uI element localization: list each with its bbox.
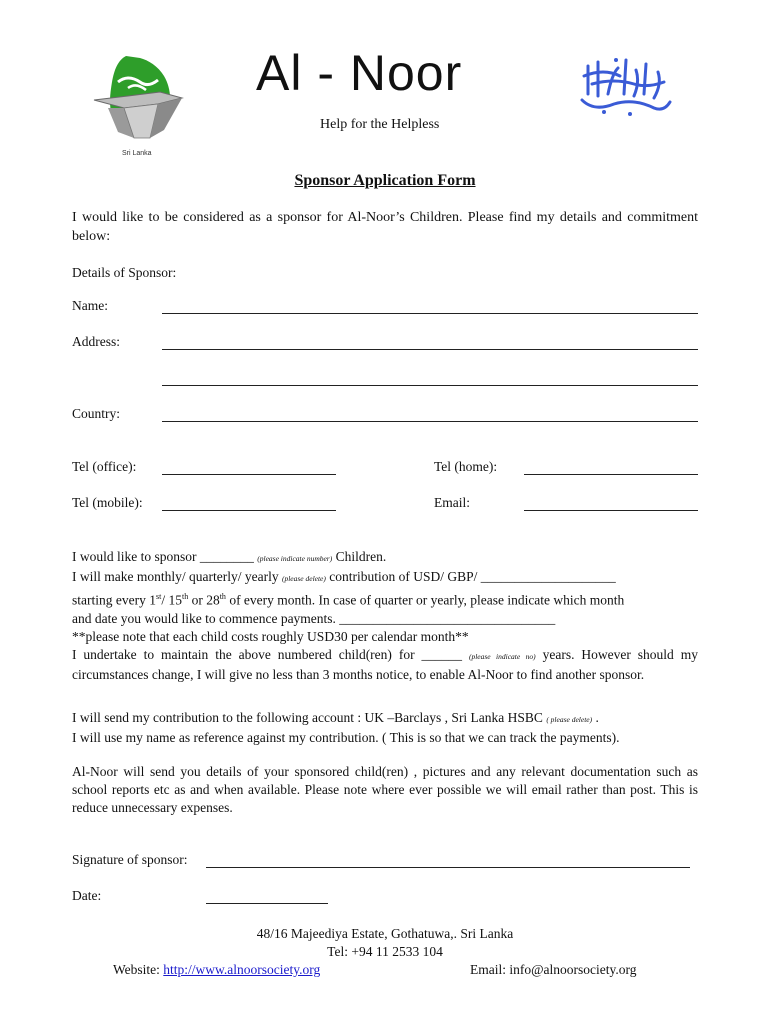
- signature-field[interactable]: [206, 867, 690, 868]
- commitment-line-1: I would like to sponsor ________ (please indicate number) Children.: [72, 549, 387, 564]
- details-label: Details of Sponsor:: [72, 265, 177, 280]
- tel-mobile-field[interactable]: [162, 510, 336, 511]
- country-label: Country:: [72, 406, 121, 421]
- commitment-paragraph: [72, 548, 698, 684]
- form-heading: Sponsor Application Form: [294, 172, 476, 189]
- footer-tel: Tel: +94 11 2533 104: [327, 944, 443, 959]
- tel-home-label: Tel (home):: [434, 459, 498, 474]
- tel-home-field[interactable]: [524, 474, 698, 475]
- tel-office-field[interactable]: [162, 474, 336, 475]
- address-field-line-1[interactable]: [162, 349, 698, 350]
- bismillah-calligraphy: [574, 54, 674, 118]
- email-field[interactable]: [524, 510, 698, 511]
- commitment-line-5: **please note that each child costs roughly USD30 per calendar month**: [72, 628, 469, 644]
- email-label: Email:: [434, 495, 470, 510]
- account-line-1: I will send my contribution to the following account : UK –Barclays , Sri Lanka HSBC ( please delete) .: [72, 710, 599, 725]
- al-noor-logo: [88, 52, 188, 152]
- footer-address: 48/16 Majeediya Estate, Gothatuwa,. Sri Lanka: [256, 926, 514, 941]
- address-label: Address:: [72, 334, 120, 349]
- date-field[interactable]: [206, 903, 328, 904]
- logo-caption: Sri Lanka: [122, 150, 152, 157]
- account-paragraph: [72, 709, 698, 747]
- intro-paragraph: I would like to be considered as a sponsor for Al-Noor’s Children. Please find my details and commitment below:: [72, 210, 698, 244]
- website-label: Website:: [113, 962, 160, 977]
- commitment-line-6: I undertake to maintain the above numbered child(ren) for ______ (please indicate no) years. However should my circumstances change, I will give no less than 3 months notice, to enable Al-Noor to find another sponsor.: [72, 646, 698, 682]
- date-label: Date:: [72, 888, 102, 903]
- account-line-2: I will use my name as reference against my contribution. ( This is so that we can track the payments).: [72, 730, 620, 745]
- address-field-line-2[interactable]: [162, 385, 698, 386]
- tel-mobile-label: Tel (mobile):: [72, 495, 143, 510]
- name-field[interactable]: [162, 313, 698, 314]
- commitment-line-3: starting every 1st/ 15th or 28th of every month. In case of quarter or yearly, please indicate which month: [72, 592, 625, 608]
- commitment-line-2: I will make monthly/ quarterly/ yearly (please delete) contribution of USD/ GBP/ ____________________: [72, 569, 616, 584]
- country-field[interactable]: [162, 421, 698, 422]
- page-title: Al - Noor: [256, 45, 463, 101]
- tagline: Help for the Helpless: [320, 117, 440, 132]
- footer-website: [113, 962, 320, 978]
- commitment-line-4: and date you would like to commence payments. ________________________________: [72, 610, 556, 626]
- tel-office-label: Tel (office):: [72, 459, 137, 474]
- signature-label: Signature of sponsor:: [72, 852, 188, 867]
- name-label: Name:: [72, 298, 108, 313]
- details-paragraph: Al-Noor will send you details of your sponsored child(ren) , pictures and any relevant documentation such as school reports etc as and when available. Please note where ever possible we will email rather than post. This is reduce unnecessary expenses.: [72, 764, 698, 815]
- website-link[interactable]: http://www.alnoorsociety.org: [163, 962, 321, 977]
- footer-email: Email: info@alnoorsociety.org: [470, 962, 637, 977]
